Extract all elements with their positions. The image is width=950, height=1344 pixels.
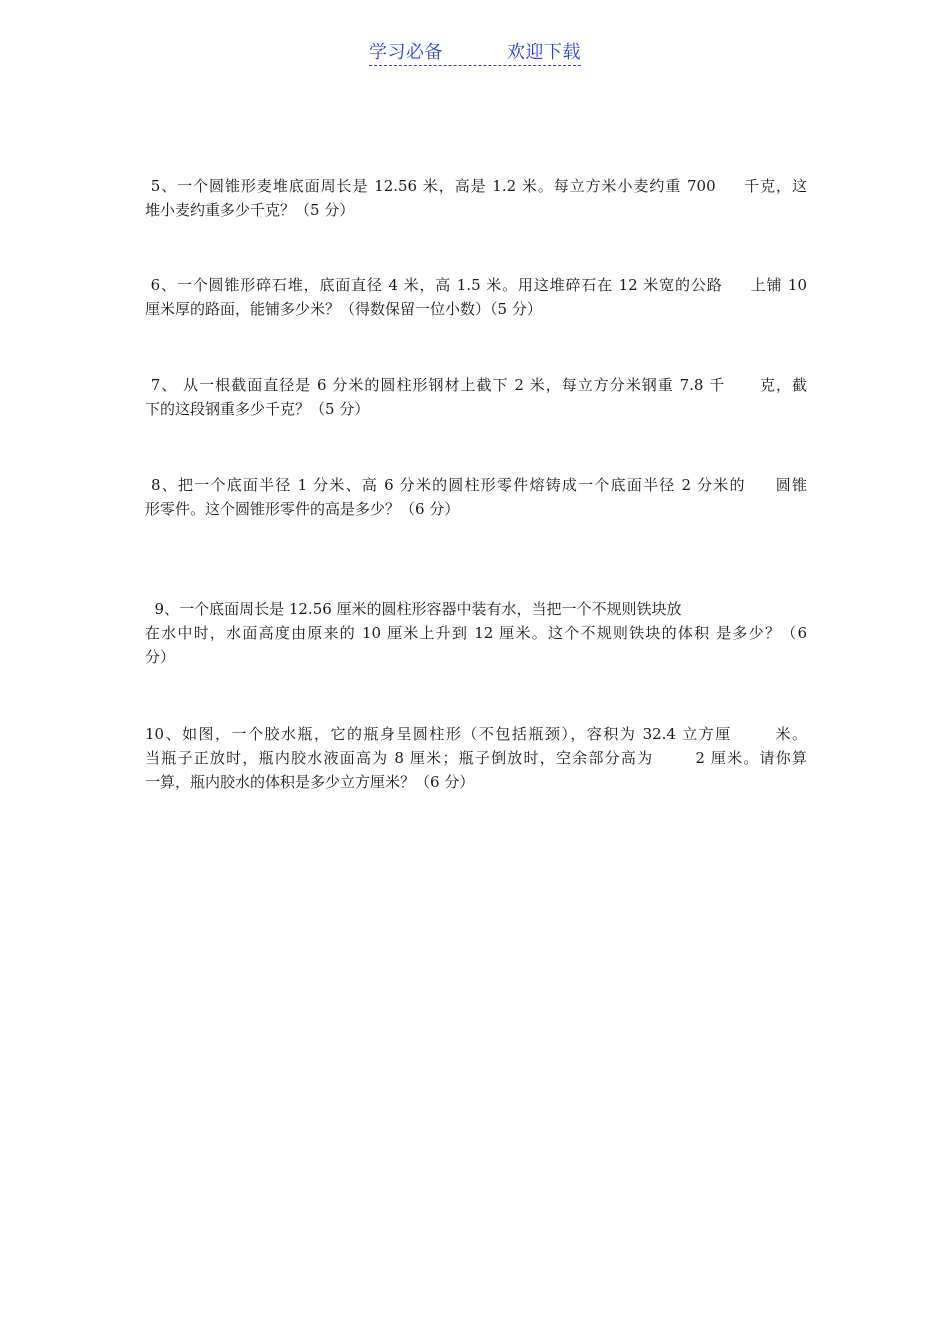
question-10-line-2: 当瓶子正放时，瓶内胶水液面高为 8 厘米；瓶子倒放时，空余部分高为 2 厘米。请你算 — [145, 749, 807, 767]
question-5-line-1: 5、一个圆锥形麦堆底面周长是 12.56 米，高是 1.2 米。每立方米小麦约重 700 千克，这 — [145, 177, 807, 195]
question-10 — [145, 722, 807, 794]
header-left-text: 学习必备 — [369, 42, 443, 63]
question-9 — [145, 597, 807, 669]
question-9-line-1: 9、一个底面周长是 12.56 厘米的圆柱形容器中装有水，当把一个不规则铁块放 — [145, 600, 682, 618]
question-8-line-1: 8、把一个底面半径 1 分米、高 6 分米的圆柱形零件熔铸成一个底面半径 2 分米的 圆锥 — [145, 476, 807, 494]
header-banner — [369, 38, 581, 66]
question-7 — [145, 373, 807, 421]
question-6-line-1: 6、一个圆锥形碎石堆，底面直径 4 米，高 1.5 米。用这堆碎石在 12 米宽的公路 上铺 10 — [145, 276, 807, 294]
question-6 — [145, 273, 807, 321]
header-right-text: 欢迎下载 — [507, 42, 581, 63]
question-8 — [145, 473, 807, 521]
question-9-line-2: 在水中时，水面高度由原来的 10 厘米上升到 12 厘米。这个不规则铁块的体积 是多少？（6 — [145, 624, 807, 642]
page-header — [0, 38, 950, 66]
question-7-line-2: 下的这段钢重多少千克？（5 分） — [145, 400, 370, 418]
question-6-line-2: 厘米厚的路面，能铺多少米？（得数保留一位小数）（5 分） — [145, 300, 542, 318]
question-10-line-1: 10、如图，一个胶水瓶，它的瓶身呈圆柱形（不包括瓶颈），容积为 32.4 立方厘 米。 — [145, 725, 807, 743]
question-9-line-3: 分） — [145, 648, 176, 666]
question-7-line-1: 7、 从一根截面直径是 6 分米的圆柱形钢材上截下 2 米，每立方分米钢重 7.8 千 克，截 — [145, 376, 807, 394]
question-5 — [145, 174, 807, 222]
question-8-line-2: 形零件。这个圆锥形零件的高是多少？（6 分） — [145, 500, 460, 518]
question-5-line-2: 堆小麦约重多少千克？（5 分） — [145, 201, 355, 219]
question-10-line-3: 一算，瓶内胶水的体积是多少立方厘米？（6 分） — [145, 773, 475, 791]
